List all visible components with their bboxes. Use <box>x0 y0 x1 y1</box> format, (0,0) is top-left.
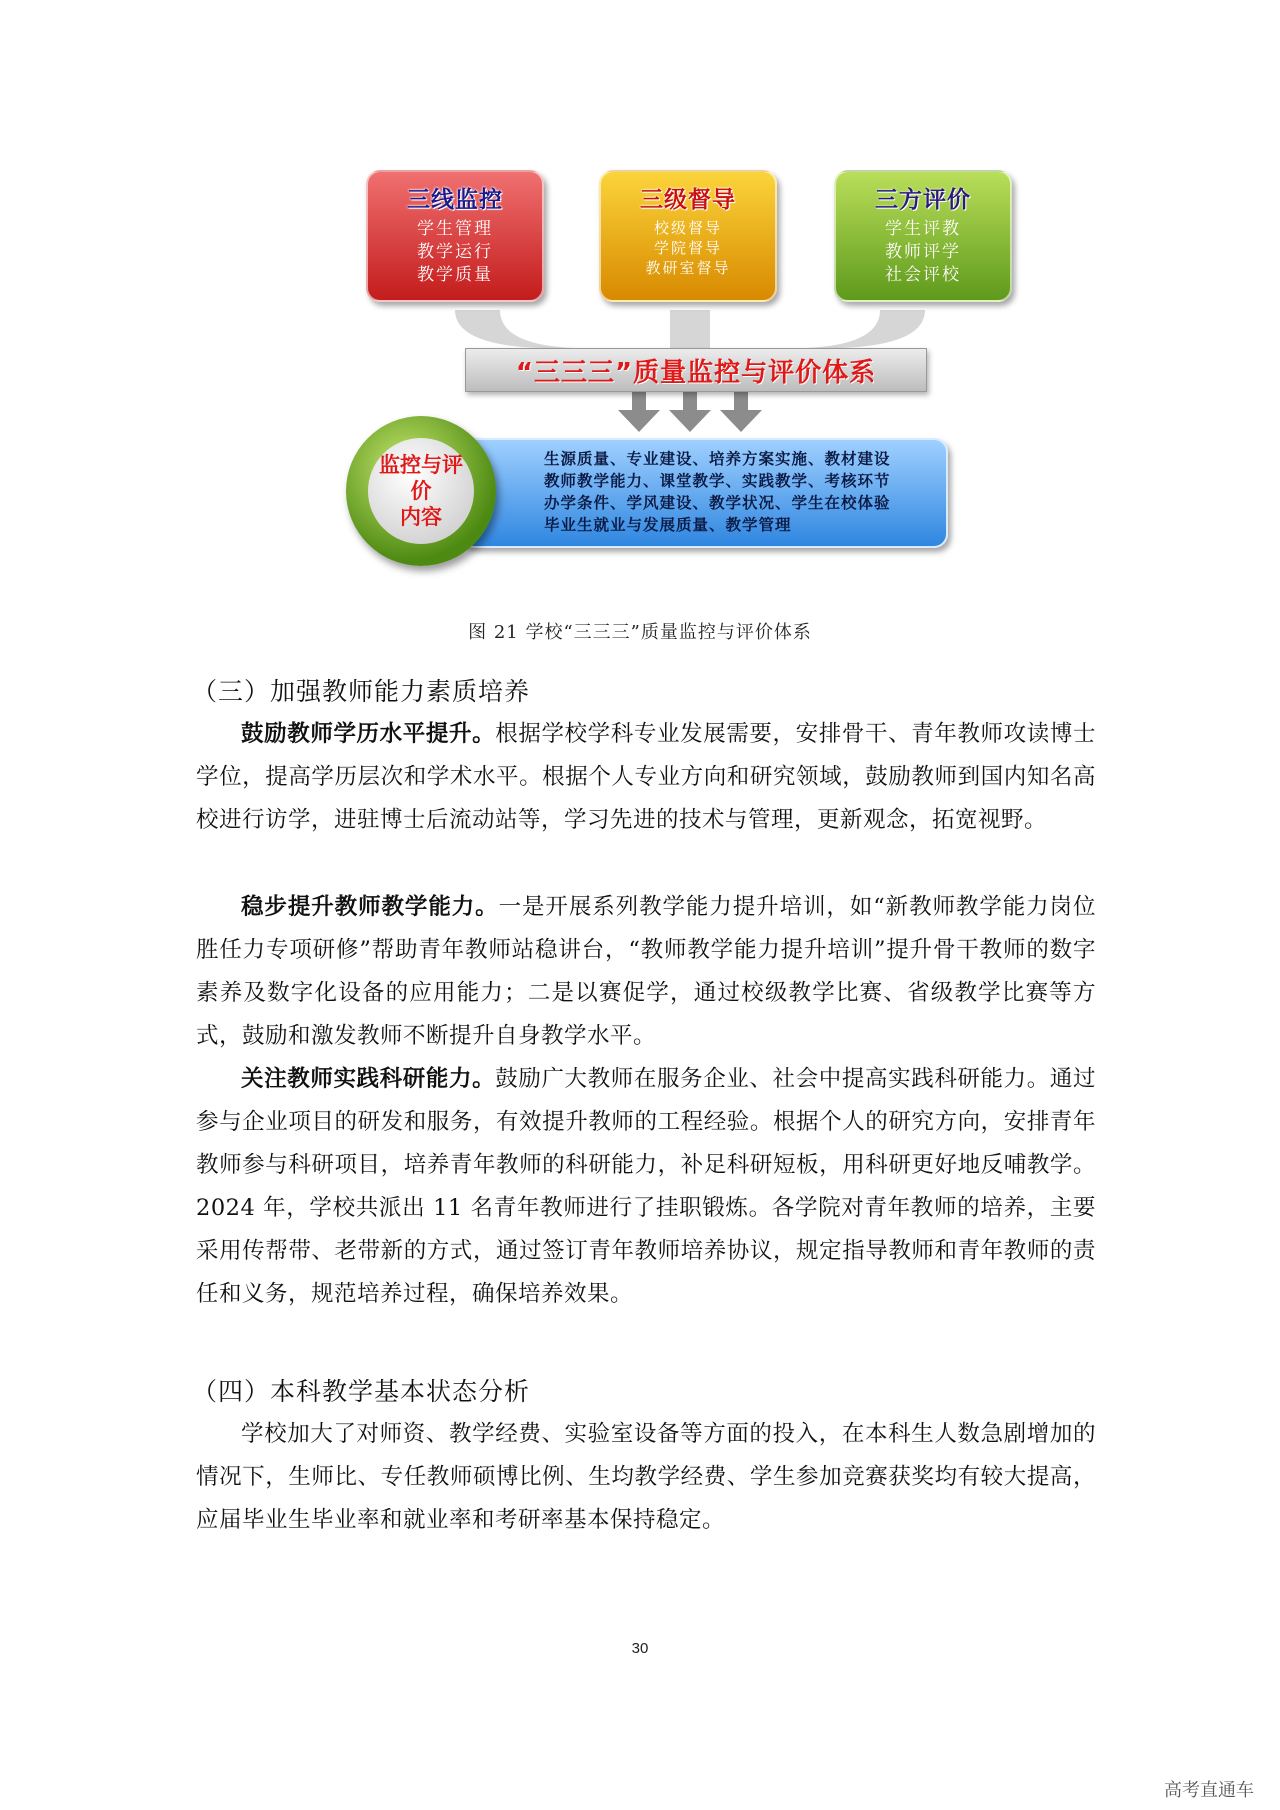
monitoring-content-circle <box>346 416 496 566</box>
paragraph-body: 根据学校学科专业发展需要，安排骨干、青年教师攻读博士学位，提高学历层次和学术水平。根据个人专业方向和研究领域，鼓励教师到国内知名高校进行访学，进驻博士后流动站等，学习先进的技术与管理，更新观念，拓宽视野。 <box>196 721 1096 833</box>
paragraph-body: 鼓励广大教师在服务企业、社会中提高实践科研能力。通过参与企业项目的研发和服务，有效提升教师的工程经验。根据个人的研究方向，安排青年教师参与科研项目，培养青年教师的科研能力，补足科研短板，用科研更好地反哺教学。2024 年，学校共派出 11 名青年教师进行了挂职锻炼。各学院对青年教师的培养，主要采用传帮带、老带新的方式，通过签订青年教师培养协议，规定指导教师和青年教师的责任和义务，规范培养过程，确保培养效果。 <box>196 1066 1096 1307</box>
circle-label-line-2: 内容 <box>400 505 442 529</box>
card-three-party-evaluation <box>834 170 1012 302</box>
content-line: 生源质量、专业建设、培养方案实施、教材建设 <box>544 449 891 468</box>
paragraph <box>196 713 1096 842</box>
card-three-line-monitoring <box>366 170 544 302</box>
card-three-level-supervision <box>599 170 777 302</box>
paragraph: 学校加大了对师资、教学经费、实验室设备等方面的投入，在本科生人数急剧增加的情况下，生师比、专任教师硕博比例、生均教学经费、学生参加竞赛获奖均有较大提高，应届毕业生毕业率和就业率和考研率基本保持稳定。 <box>196 1421 1096 1533</box>
circle-inner <box>368 438 474 544</box>
circle-label-line-1: 监控与评价 <box>379 453 463 503</box>
card-item: 学院督导 <box>653 239 722 257</box>
page-number: 30 <box>631 1640 649 1657</box>
content-line: 毕业生就业与发展质量、教学管理 <box>544 515 792 534</box>
card-item: 学生管理 <box>417 219 493 239</box>
card-item: 校级督导 <box>653 219 722 237</box>
content-bar <box>460 438 948 548</box>
paragraph-lead: 关注教师实践科研能力。 <box>241 1066 496 1092</box>
banner-text: “三三三”质量监控与评价体系 <box>515 357 877 388</box>
content-line: 办学条件、学风建设、教学状况、学生在校体验 <box>544 493 891 512</box>
card-title: 三级督导 <box>640 187 736 213</box>
section-heading-4: （四）本科教学基本状态分析 <box>192 1377 531 1406</box>
card-item: 教师评学 <box>885 242 961 262</box>
card-item: 教学运行 <box>417 242 493 262</box>
circle-label <box>371 452 471 530</box>
paragraph-body: 一是开展系列教学能力提升培训，如“新教师教学能力岗位胜任力专项研修”帮助青年教师站稳讲台，“教师教学能力提升培训”提升骨干教师的数字素养及数字化设备的应用能力；二是以赛促学，通过校级教学比赛、省级教学比赛等方式，鼓励和激发教师不断提升自身教学水平。 <box>196 894 1096 1049</box>
content-line: 教师教学能力、课堂教学、实践教学、考核环节 <box>544 471 891 490</box>
watermark: 高考直通车 <box>1164 1780 1254 1801</box>
system-banner <box>465 348 927 392</box>
card-title: 三线监控 <box>407 187 503 213</box>
paragraph <box>196 1058 1096 1316</box>
card-item: 学生评教 <box>885 219 961 239</box>
section-heading-3: （三）加强教师能力素质培养 <box>192 677 531 706</box>
card-item: 教研室督导 <box>645 259 731 277</box>
figure-caption: 图 21 学校“三三三”质量监控与评价体系 <box>468 622 812 643</box>
paragraph <box>196 886 1096 1058</box>
card-item: 社会评校 <box>885 265 961 285</box>
paragraph-lead: 稳步提升教师教学能力。 <box>241 894 499 920</box>
quality-system-diagram <box>340 160 1020 590</box>
card-title: 三方评价 <box>875 187 971 213</box>
card-item: 教学质量 <box>417 265 493 285</box>
paragraph-lead: 鼓励教师学历水平提升。 <box>241 721 496 747</box>
